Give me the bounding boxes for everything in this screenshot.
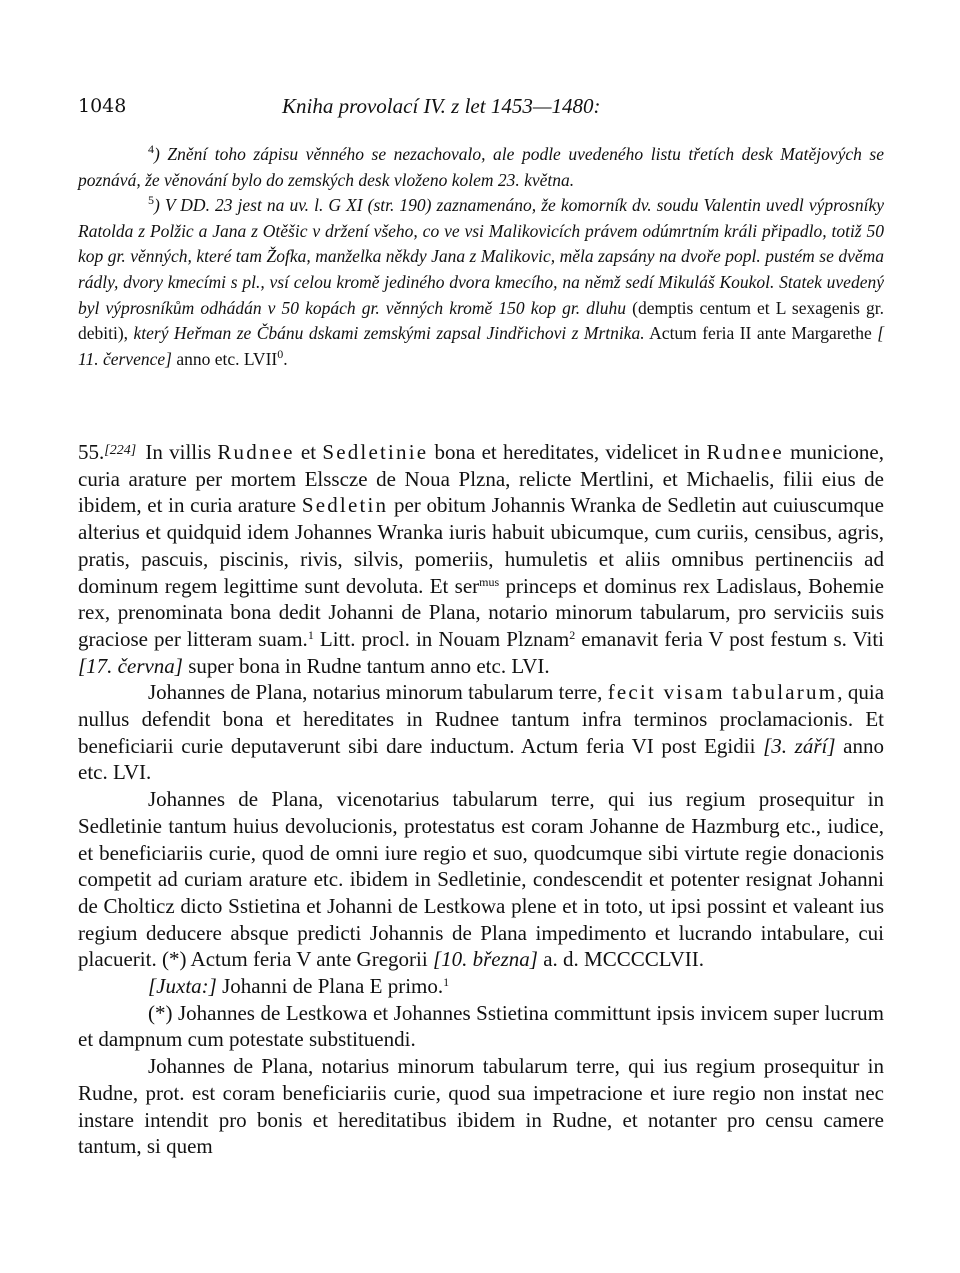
text-run: emanavit feria V post festum s. Viti [575, 626, 884, 651]
footnote-text: ) Znění toho zápisu věnného se nezachovalo, ale podle uvedeného listu třetích desk Matějových se poznává, že věnování bylo do zemských desk vloženo kolem 23. května. [78, 144, 884, 190]
text-run: (*) Johannes de Lestkowa et Johannes Sstietina committunt ipsis invicem super lucrum et dampnum cum potestate substituendi. [78, 1000, 884, 1052]
text-run: Johannes de Plana, notarius minorum tabularum terre, qui ius regium prosequitur in Rudne, prot. est coram beneficiariis curie, quod sua impetracione et iure regio non instat nec instare intendit pro bonis et hereditatibus ibidem in Rudne, et notanter pro censu camere tantum, si quem [78, 1054, 884, 1159]
entry-paragraph-6 [78, 1053, 884, 1160]
footnote-ref: 2 [569, 627, 576, 642]
footnotes [78, 142, 884, 372]
footnote-latin: (demptis centum et L sexagenis gr. debiti), [78, 297, 884, 344]
footnote-latin: Actum feria II ante Margarethe [644, 323, 878, 344]
footnote-ref: 1 [307, 627, 314, 642]
entry-paragraph-4 [78, 973, 884, 1000]
entry-number: 55. [78, 440, 105, 464]
footnote-end: . [283, 348, 288, 369]
main-text [78, 438, 884, 1160]
text-run: , quia nullus defendit bona et hereditates in Rudnee tantum infra terminos proclamacionis. Et beneficiarii curie deputaverunt sibi dare inductum. Actum feria VI post Egidii [78, 680, 885, 758]
footnote-ref: 1 [443, 975, 450, 990]
page-number: 1048 [78, 95, 127, 117]
text-run: Johanni de Plana E primo. [216, 974, 444, 999]
running-head [78, 91, 880, 121]
text-run: municione, curia arature per mortem Elsscze de Noua Plzna, relicte Mertlini, et Michaelis, filii eius de ibidem, et in curia arature [78, 440, 884, 518]
book-title: Kniha provolací IV. z let 1453—1480: [282, 94, 601, 118]
place-name: Sedletin [301, 493, 389, 518]
entry-paragraph-5 [78, 1000, 884, 1053]
date-note: [10. března] [432, 947, 538, 972]
place-name: Sedletinie [322, 440, 429, 464]
footnote-5 [78, 193, 884, 372]
footnote-text: který Heřman ze Čbánu dskami zemskými zapsal Jindřichovi z Mrtnika. [133, 323, 645, 344]
date-note: [17. června] [78, 653, 183, 678]
footnote-4 [78, 142, 884, 193]
text-run: super bona in Rudne tantum anno etc. LVI. [182, 653, 550, 678]
footnote-mark: 5 [148, 193, 154, 208]
text-run: per obitum Johannis Wranka de Sedletin aut cuiuscumque alterius et quidquid idem Johannes Wranka iuris habuit ubicumque, cum curiis, censibus, agris, pratis, pascuis, piscinis, rivis, silvis, pomeriis, humuletis et aliis omnibus pertinenciis ad dominum regem legittime sunt devoluta. Et ser [78, 493, 884, 598]
footnote-sup: 0 [277, 346, 284, 361]
spaced-phrase: fecit visam tabularum [607, 680, 838, 705]
place-name: Rudnee [217, 440, 295, 464]
footnote-mark: 4 [148, 142, 154, 156]
juxta-note: [Juxta:] [148, 974, 217, 999]
footnote-date: [ 11. července] [78, 323, 884, 369]
text-run: anno etc. LVI. [78, 733, 884, 785]
text-run: bona et hereditates, videlicet in [428, 440, 707, 464]
entry-paragraph-2 [78, 679, 884, 786]
text-run: Litt. procl. in Nouam Plznam [313, 626, 570, 651]
footnote-latin: anno etc. LVII [171, 348, 278, 369]
folio-ref: [224] [104, 443, 137, 458]
text-run: Johannes de Plana, notarius minorum tabularum terre, [148, 680, 608, 705]
text-run: et [294, 440, 323, 464]
entry-paragraph-1 [78, 438, 884, 679]
date-note: [3. září] [763, 733, 836, 758]
text-run: Johannes de Plana, vicenotarius tabularum terre, qui ius regium prosequitur in Sedletinie tantum huius devolucionis, protestatus est coram Johanne de Hazmburg etc., iudice, et beneficiariis curie, quod de omni iure regio et suo, quodcumque sibi virtute regie donacionis competit ad curiam arature etc. ibidem in Sedletinie, condescendit et potenter resignat Johanni de Cholticz dicto Sstietina et Johanni de Lestkowa plene et in toto, ut ipsi possint et valeant ius regium deducere absque predicti Johannis de Plana impedimento et lucrando intabulare, cui placuerit. (*) Actum feria V ante Gregorii [78, 787, 884, 972]
place-name: Rudnee [706, 440, 784, 464]
text-run: princeps et dominus rex Ladislaus, Bohemie rex, prenominata bona dedit Johanni de Plana, notario minorum tabularum, pro serviciis suis graciose per litteram suam. [78, 573, 884, 651]
text-run: In villis [139, 440, 218, 464]
footnote-text: ) V DD. 23 jest na uv. l. G XI (str. 190) zaznamenáno, že komorník dv. soudu Valentin uvedl výprosníky Ratolda z Polžic a Jana z Otěšic v držení všeho, co ve vsi Malikovicích právem odúmrtním králi připadlo, totiž 50 kop gr. věnných, které tam Žofka, manželka někdy Jana z Malikovic, měla zapsány na dvoře popl. pustém se dvěma rádly, dvory kmecími s pl., vsí celou kromě jediného dvora kmecího, na němž sedí Mikuláš Koukol. Statek uvedený byl výprosníkům odhádán v 50 kopách gr. věnných kromě 150 kop gr. dluhu [78, 195, 884, 318]
text-run: a. d. MCCCCLVII. [537, 947, 705, 972]
entry-paragraph-3 [78, 786, 884, 973]
superscript: mus [479, 574, 500, 589]
